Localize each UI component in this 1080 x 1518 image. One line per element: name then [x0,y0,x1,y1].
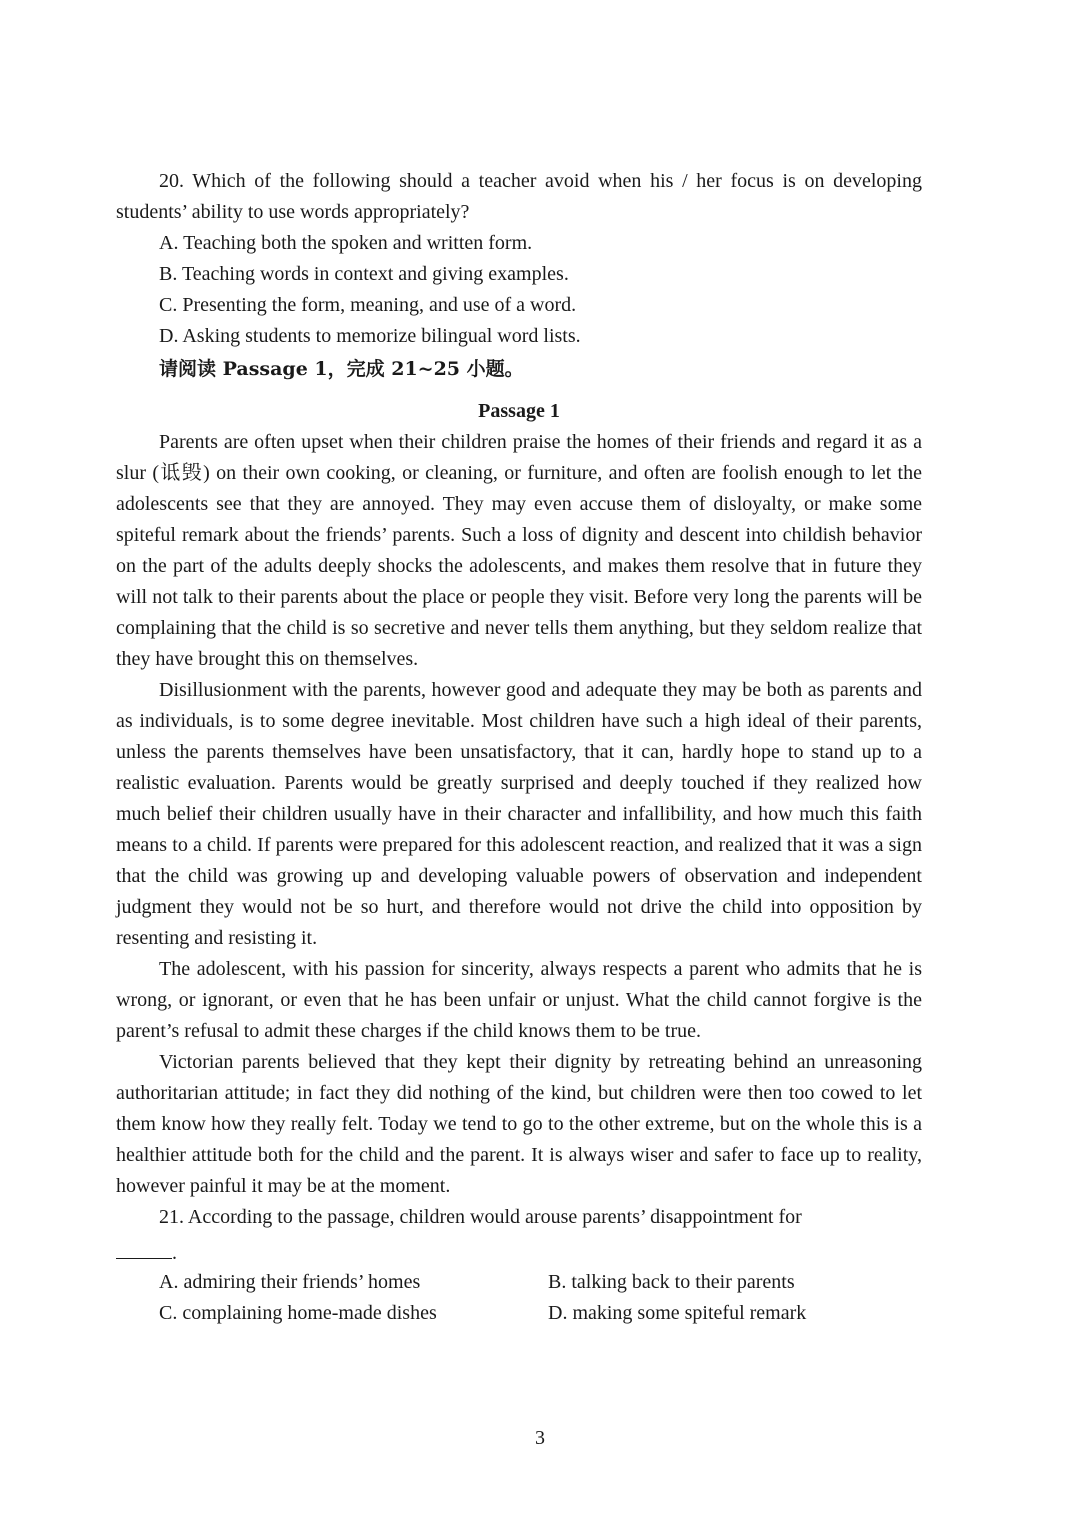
passage-paragraph-3: The adolescent, with his passion for sincerity, always respects a parent who admits that he is wrong, or ignorant, or even that he has been unfair or unjust. What the child cannot forgive is the parent’s refusal to admit these charges if the child knows them to be true. [116,958,922,1042]
passage-paragraph-1: Parents are often upset when their children praise the homes of their friends and regard it as a slur (诋毁) on their own cooking, or cleaning, or furniture, and often are foolish enough to let the adolescents see that they are annoyed. They may even accuse them of disloyalty, or make some spiteful remark about the friends’ parents. Such a loss of dignity and descent into childish behavior on the part of the adults deeply shocks the adolescents, and makes them resolve that in future they will not talk to their parents about the place or people they visit. Before very long the parents will be complaining that the child is so secretive and never tells them anything, but they seldom realize that they have brought this on themselves. [116,431,922,670]
page-content [116,166,922,1329]
question-20-option-d: D. Asking students to memorize bilingual word lists. [159,325,581,347]
question-21-option-a: A. admiring their friends’ homes [159,1271,421,1293]
passage-paragraph-2: Disillusionment with the parents, however good and adequate they may be both as parents and as individuals, is to some degree inevitable. Most children have such a high ideal of their parents, unless the parents themselves have been unsatisfactory, that it can, hardly hope to stand up to a realistic evaluation. Parents would be greatly surprised and deeply touched if they realized how much belief their children usually have in their character and infallibility, and how much this faith means to a child. If parents were prepared for this adolescent reaction, and realized that it was a sign that the child was growing up and developing valuable powers of observation and independent judgment they would not be so hurt, and therefore would not drive the child into opposition by resenting and resisting it. [116,679,922,949]
question-21-stem: 21. According to the passage, children would arouse parents’ disappointment for [159,1206,802,1228]
passage-title: Passage 1 [478,400,560,422]
question-20-option-b: B. Teaching words in context and giving examples. [159,263,569,285]
question-20-option-c: C. Presenting the form, meaning, and use of a word. [159,294,577,316]
question-21-option-d: D. making some spiteful remark [548,1302,807,1324]
passage-paragraph-4: Victorian parents believed that they kept their dignity by retreating behind an unreasoning authoritarian attitude; in fact they did nothing of the kind, but children were then too cowed to let them know how they really felt. Today we tend to go to the other extreme, but on the whole this is a healthier attitude both for the child and the parent. It is always wiser and safer to face up to reality, however painful it may be at the moment. [116,1051,922,1197]
reading-instruction: 请阅读 Passage 1，完成 21~25 小题。 [159,358,524,380]
question-21-option-c: C. complaining home-made dishes [159,1302,437,1324]
question-21-answer-blank [116,1236,922,1267]
answer-blank-period: . [172,1242,177,1264]
question-21-options [116,1267,922,1329]
question-20-stem: 20. Which of the following should a teacher avoid when his / her focus is on developing students’ ability to use words appropriately? [116,170,922,223]
page-number: 3 [535,1427,545,1449]
question-20-option-a: A. Teaching both the spoken and written form. [159,232,533,254]
question-21-option-b: B. talking back to their parents [548,1271,795,1293]
answer-blank-underline [116,1236,172,1259]
